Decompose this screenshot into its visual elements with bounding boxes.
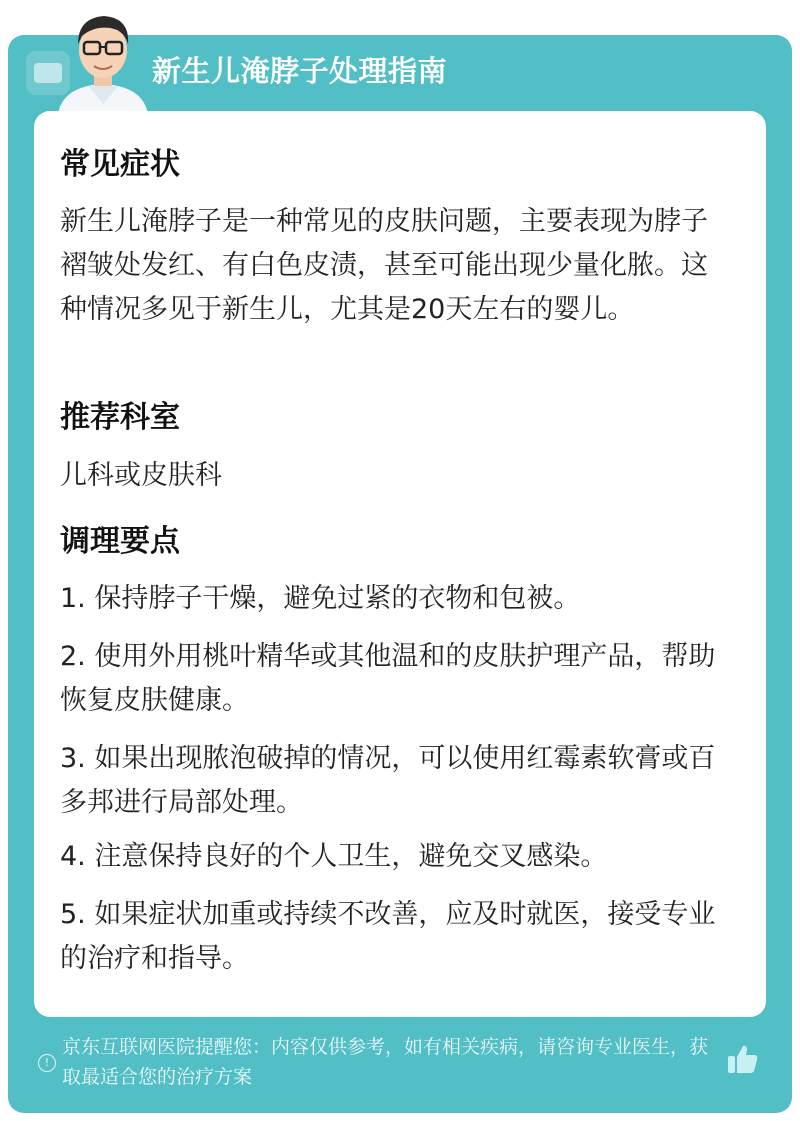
symptoms-text: 新生儿淹脖子是一种常见的皮肤问题，主要表现为脖子褶皱处发红、有白色皮渍，甚至可能出现少量化脓。这种情况多见于新生儿，尤其是20天左右的婴儿。 [60,206,708,325]
department-text: 儿科或皮肤科 [60,460,222,491]
section-heading-care: 调理要点 [60,524,180,559]
info-icon: ! [38,1054,56,1072]
thumbs-up-icon[interactable] [726,1042,760,1076]
page-title: 新生儿淹脖子处理指南 [152,54,448,88]
doctor-avatar [48,4,158,114]
care-item: 4. 注意保持良好的个人卫生，避免交叉感染。 [60,841,608,872]
care-item: 3. 如果出现脓泡破掉的情况，可以使用红霉素软膏或百多邦进行局部处理。 [60,743,716,818]
content-panel [34,111,766,1017]
care-item: 2. 使用外用桃叶精华或其他温和的皮肤护理产品，帮助恢复皮肤健康。 [60,641,716,716]
section-heading-symptoms: 常见症状 [60,147,180,182]
section-heading-department: 推荐科室 [60,400,180,435]
care-item: 5. 如果症状加重或持续不改善，应及时就医，接受专业的治疗和指导。 [60,899,716,974]
care-item: 1. 保持脖子干燥，避免过紧的衣物和包被。 [60,583,581,614]
disclaimer-text: 京东互联网医院提醒您：内容仅供参考，如有相关疾病，请咨询专业医生，获取最适合您的治疗方案 [62,1036,709,1088]
